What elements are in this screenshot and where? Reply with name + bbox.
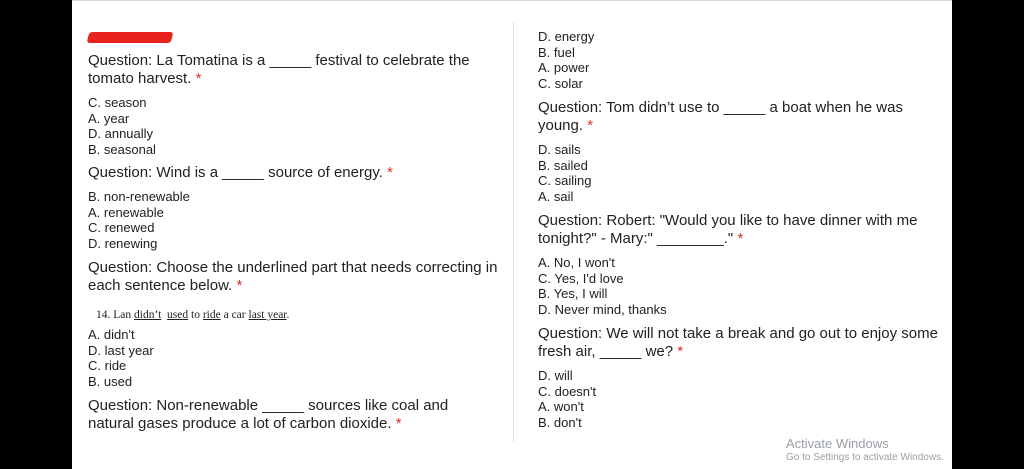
options-non-renewable	[538, 29, 938, 91]
option[interactable]: C. renewed	[88, 220, 155, 235]
question-wind-energy: Question: Wind is a _____ source of energy. *	[88, 164, 393, 181]
option[interactable]: B. don't	[538, 414, 582, 430]
option[interactable]: D. energy	[538, 29, 595, 44]
required-asterisk: *	[236, 277, 243, 294]
options-underlined-part	[88, 327, 498, 389]
option[interactable]: B. fuel	[538, 44, 575, 60]
question-underlined-part: Question: Choose the underlined part that needs correcting in each sentence below. *	[88, 259, 498, 294]
option[interactable]: C. ride	[88, 358, 127, 373]
option[interactable]: D. will	[538, 368, 573, 383]
question-robert-mary: Question: Robert: "Would you like to have dinner with me tonight?" - Mary:" ________." *	[538, 212, 918, 247]
option[interactable]: D. renewing	[88, 235, 158, 251]
options-robert-mary	[538, 255, 938, 317]
option[interactable]: C. Yes, I'd love	[538, 270, 624, 286]
required-asterisk: *	[395, 415, 402, 432]
question-tom-boat: Question: Tom didn’t use to _____ a boat when he was young. *	[538, 99, 903, 134]
question-non-renewable: Question: Non-renewable _____ sources like coal and natural gases produce a lot of carbon dioxide. *	[88, 397, 449, 432]
option[interactable]: D. annually	[88, 126, 154, 141]
required-asterisk: *	[737, 230, 744, 247]
option[interactable]: C. doesn't	[538, 383, 597, 399]
required-asterisk: *	[587, 117, 594, 134]
options-tom-boat	[538, 142, 938, 204]
option[interactable]: A. renewable	[88, 204, 164, 220]
right-column	[538, 29, 938, 430]
option[interactable]: D. Never mind, thanks	[538, 301, 667, 317]
required-asterisk: *	[677, 343, 684, 360]
option[interactable]: C. solar	[538, 75, 583, 91]
options-la-tomatina	[88, 95, 498, 157]
watermark-title: Activate Windows	[786, 436, 889, 451]
options-wind-energy	[88, 189, 498, 251]
option[interactable]: A. power	[538, 60, 590, 75]
option[interactable]: C. season	[88, 95, 147, 110]
option[interactable]: A. sail	[538, 188, 574, 204]
option[interactable]: C. sailing	[538, 173, 592, 188]
option[interactable]: A. year	[88, 110, 130, 126]
option[interactable]: D. last year	[88, 342, 154, 358]
left-column	[88, 30, 498, 433]
option[interactable]: A. didn't	[88, 327, 135, 342]
activate-windows-watermark	[786, 436, 944, 464]
option[interactable]: B. used	[88, 373, 133, 389]
question-image-sentence: 14. Lan didn’t used to ride a car last year.	[96, 309, 290, 321]
question-la-tomatina: Question: La Tomatina is a _____ festival to celebrate the tomato harvest. *	[88, 52, 470, 87]
column-divider	[513, 22, 514, 442]
options-fresh-air	[538, 368, 938, 430]
required-asterisk: *	[387, 164, 393, 181]
option[interactable]: B. seasonal	[88, 141, 156, 157]
required-asterisk: *	[195, 70, 202, 87]
document-page	[72, 0, 952, 469]
watermark-subtitle: Go to Settings to activate Windows.	[786, 452, 944, 463]
option[interactable]: D. sails	[538, 142, 581, 157]
top-border	[72, 0, 952, 1]
option[interactable]: B. non-renewable	[88, 189, 190, 204]
option[interactable]: B. Yes, I will	[538, 286, 608, 301]
option[interactable]: A. won't	[538, 399, 584, 414]
question-fresh-air: Question: We will not take a break and go out to enjoy some fresh air, _____ we? *	[538, 325, 938, 360]
option[interactable]: B. sailed	[538, 157, 588, 173]
option[interactable]: A. No, I won't	[538, 255, 615, 270]
